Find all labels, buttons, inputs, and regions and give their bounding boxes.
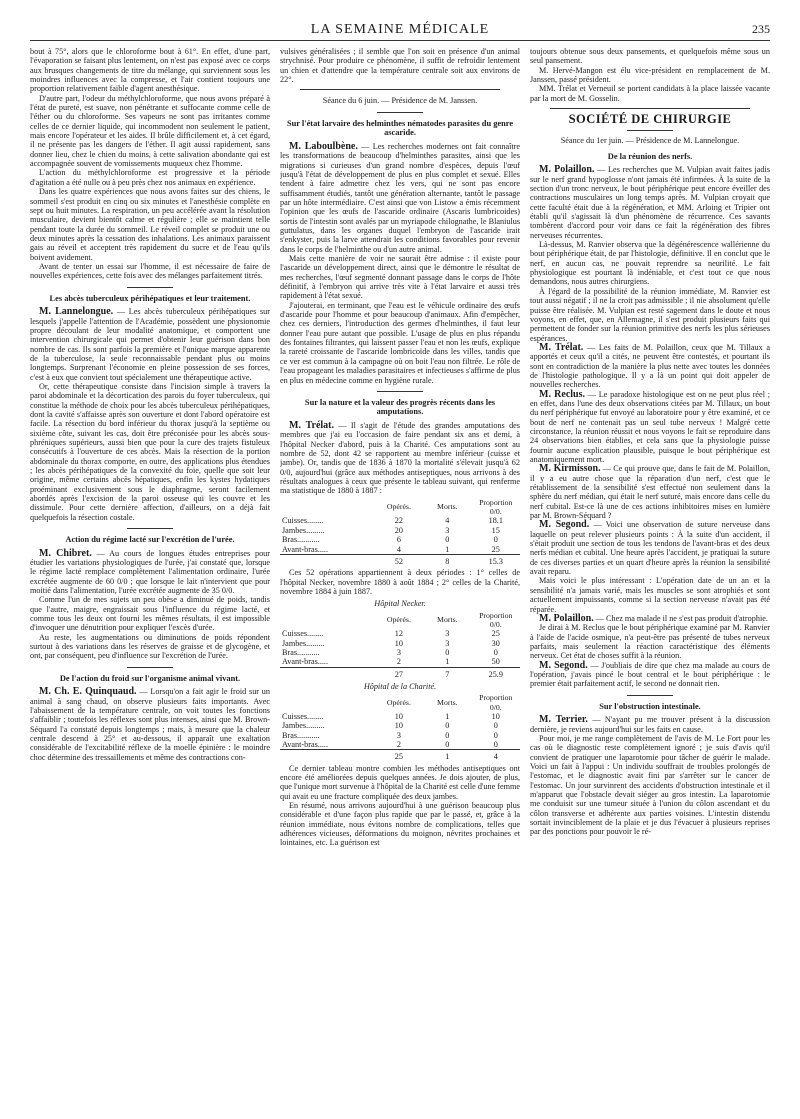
column-header: Morts.	[437, 615, 458, 625]
paragraph	[280, 142, 520, 254]
speaker-name: M. Lannelongue.	[39, 306, 114, 318]
divider	[127, 287, 173, 288]
paragraph: À l'égard de la possibilité de la réunion immédiate, M. Ranvier est tout aussi négatif ; il ne la croit pas admissible ; il nie absolument qu'elle puisse être réalisée. M. Vulpian est resté sagement dans le doute et nous voyons, en effet, que, en Allemagne, il s'est produit plusieurs faits qui permettent de fonder sur la réunion primitive des nerfs les plus sérieuses espérances.	[530, 286, 770, 343]
section-heading: De la réunion des nerfs.	[607, 151, 693, 161]
divider	[127, 667, 173, 668]
paragraph: D'autre part, l'odeur du méthylchloroforme, que nous avons préparé à l'état de pureté, est suave, non pénétrante et suffocante comme celle de l'éther ou du chloroforme. Ses vapeurs ne sont pas irritantes comme celles de ce dernier liquide, qui incommodent non seulement le patient, mais encore l'opérateur et les aides. Il brûle difficilement et, à cet égard, il ne présente pas les dangers de l'éther. Il agit aussi rapidement, sans donner lieu, chez le chien du moins, à cette salivation abondante qui est accompagnée souvent de vomissements muqueux chez l'homme.	[30, 93, 270, 169]
table-header	[280, 611, 520, 630]
divider	[377, 112, 423, 113]
paragraph-text: — J'oubliais de dire que chez ma malade au cours de l'opération, j'avais pincé le bout central et le bout périphérique : le premier était parfaitement actif, le second ne donnait rien.	[530, 660, 770, 689]
journal-title: LA SEMAINE MÉDICALE	[310, 22, 490, 37]
column-header: Morts.	[437, 697, 458, 707]
section-heading: Sur la nature et la valeur des progrès récents dans les amputations.	[304, 397, 496, 417]
table-row: Avant-bras..... 2 0 0	[282, 740, 498, 750]
paragraph	[30, 307, 270, 382]
paragraph: Dans les quatre expériences que nous avons faites sur des chiens, le sommeil s'est produit en cinq ou six minutes et l'anesthésie complète en sept ou huit minutes. La respiration, un peu accélérée avant la résolution musculaire, devient bientôt calme et régulière ; elle se maintient telle pendant toute la durée du sommeil. Le réveil complet se produit une ou deux minutes après la cessation des inhalations. Les animaux paraissent gais au réveil et acceptent très rapidement du sucre et de l'eau qu'ils boivent avidement.	[30, 187, 270, 262]
paragraph-text: — Le paradoxe histologique est on ne peut plus réel ; en effet, dans l'une des deux observations citées par M. Tillaux, un bout du nerf périphérique fut envoyé au laboratoire pour y être examiné, et ce bout de nerf ne contenait pas un seul tube nerveux ! Malgré cette circonstance, la réunion réussit et nous voyons le fait se reproduire dans 24 observations bien établies, et cela sans que la physiologie puisse fournir aucune explication plausible, puisque le bout périphérique est anatomiquement mort.	[530, 389, 770, 464]
speaker-name: M. Trélat.	[289, 420, 334, 432]
paragraph-text: — Les abcès tuberculeux périhépatiques sur lesquels j'appelle l'attention de l'Académie, possèdent une physionomie propre découlant de leur modalité anatomique, et comportent une intervention chirurgicale qui permet d'obtenir leur guérison dans bon nombre de cas. Ils sont parfois la première et l'unique marque apparente de la tuberculose, la seule reconnaissable pendant plus ou moins longtemps. Surprenant l'économie en pleine possession de ses forces, c'est à eux que convient tout spécialement une thérapeutique active.	[30, 307, 270, 382]
page-number: 235	[752, 22, 770, 36]
paragraph-text: — Lorsqu'on a fait agir le froid sur un animal à sang chaud, on observe plusieurs faits importants. Avec l'abaissement de la température centrale, on voit toutes les fonctions s'affaiblir ; toutefois les réflexes sont plus intenses, ainsi que M. Brown-Séquard l'a constaté depuis longtemps ; mais, à mesure que la chaleur centrale descend à 25° et au-dessous, il apparaît une exaltation considérable de l'excitabilité réflexe de la moelle épinière : le moindre choc détermine des tressaillements et même des contractions con-	[30, 687, 270, 762]
meeting-line: Séance du 6 juin. — Présidence de M. Janssen.	[322, 96, 478, 106]
column-header: Proportion 0/0.	[479, 610, 513, 629]
society-heading: SOCIÉTÉ DE CHIRURGIE	[568, 112, 732, 127]
speaker-name: M. Terrier.	[539, 714, 588, 726]
paragraph	[530, 464, 770, 520]
table-row: Jambes......... 10 0 0	[282, 721, 498, 731]
paragraph: Ce dernier tableau montre combien les méthodes antiseptiques ont encore été améliorées depuis quelques années. Je dois ajouter, de plus, que l'unique mort survenue à l'hôpital de la Charité est celle d'une femme qui avait eu une fracture compliquée des deux jambes.	[280, 763, 520, 801]
speaker-name: M. Ch. E. Quinquaud.	[39, 686, 137, 698]
paragraph	[30, 549, 270, 596]
paragraph: toujours obtenue sous deux pansements, et quelquefois même sous un seul pansement.	[530, 47, 770, 66]
speaker-name: M. Polaillon.	[539, 612, 594, 624]
paragraph	[530, 661, 770, 689]
table-caption: Hôpital de la Charité.	[363, 681, 437, 691]
section-heading: Sur l'état larvaire des helminthes nématodes parasites du genre ascaride.	[286, 118, 514, 138]
divider	[550, 108, 750, 109]
paragraph-text: — Voici une observation de suture nerveuse dans laquelle on peut relever plusieurs points : À la suite d'un accident, il s'était produit une section de tous les tendons de l'avant-bras et des deux nerfs médian et cubital. Une heure après l'accident, je pratiquai la suture de ces diverses parties et un quart d'heure après la réunion la sensibilité avait reparu.	[530, 520, 770, 577]
table-header	[280, 693, 520, 712]
speaker-name: M. Segond.	[539, 659, 588, 671]
paragraph: Comme l'un de mes sujets un peu obèse a diminué de poids, tandis que l'autre, maigre, engraissait sous l'influence du régime lacté, et comme tous les deux ont fourni les mêmes résultats, il est impossible d'invoquer une dénutrition pour expliquer l'excès d'urée.	[30, 595, 270, 633]
paragraph-text: — Les recherches modernes ont fait connaître les transformations de beaucoup d'helminthes parasites, ainsi que les migrations si curieuses d'un grand nombre d'espèces, depuis l'œuf jusqu'à l'état de développement de plus en plus complet et sexué. Elles tendent à faire admettre chez les vers, qui ne sont pas encore suffisamment étudiés, tantôt une génération alternante, tantôt le passage par un hôte intermédiaire. C'est ainsi que von Listow a émis récemment l'opinion que les œufs de l'ascaride ordinaire (Ascaris lumbricoides) sortis de l'intestin sont avalés par un myriapode chilognathe, le Blaniulus guttulatus, dans les organes duquel l'embryon de l'ascaride irait s'enkyster, puis la larve attendrait les conditions favorables pour revenir dans le corps de l'helminthe ou d'un autre animal.	[280, 141, 520, 254]
paragraph: Au reste, les augmentations ou diminutions de poids répondent surtout à des variations dans les réserves de graisse et de glycogène, et ont, par conséquent, peu d'influence sur l'excrétion de l'urée.	[30, 632, 270, 661]
column-header: Proportion 0/0.	[479, 693, 513, 712]
table-row: Avant-bras..... 2 1 50	[282, 657, 500, 667]
paragraph: MM. Trélat et Verneuil se portent candidats à la place laissée vacante par la mort de M. Gosselin.	[530, 84, 770, 103]
table-row: Cuisses........ 10 1 10	[282, 712, 500, 721]
section-heading: Action du régime lacté sur l'excrétion de l'urée.	[65, 535, 235, 545]
speaker-name: M. Trélat.	[539, 341, 584, 353]
paragraph: Mais voici le plus intéressant : L'opération date de un an et la sensibilité n'a jamais varié, mais les muscles se sont atrophiés et sont actuellement impuissants, comme si la section nerveuse n'avait pas été réparée.	[530, 576, 770, 614]
column-header: Proportion 0/0.	[479, 497, 513, 517]
paragraph: Avant de tenter un essai sur l'homme, il est nécessaire de faire de nouvelles expériences, cette fois avec des mélanges parfaitement titrés.	[30, 261, 270, 281]
speaker-name: M. Segond.	[539, 519, 590, 531]
table-total-row: 25 1 4	[280, 750, 520, 762]
paragraph: L'action du méthylchloroforme est progressive et la période d'agitation a été nulle ou à peu près chez nos animaux en expérience.	[30, 168, 270, 187]
table-row: Avant-bras..... 4 1 25	[282, 544, 500, 554]
column-header: Morts.	[437, 502, 458, 512]
paragraph	[530, 343, 770, 390]
paragraph	[530, 390, 770, 465]
paragraph	[30, 687, 270, 762]
paragraph: vulsives généralisées ; il semble que l'on soit en présence d'un animal strychnisé. Pour produire ce phénomène, il suffit de refroidir lentement un chien et d'attendre que la température centrale soit aux environs de 22°.	[280, 47, 520, 85]
stats-table-charite	[280, 693, 520, 761]
table-row: Jambes......... 20 3 15	[282, 525, 500, 535]
divider	[300, 89, 500, 90]
section-heading: De l'action du froid sur l'organisme animal vivant.	[59, 673, 241, 683]
table-row: Bras........... 6 0 0	[282, 535, 498, 545]
column-header: Opérés.	[386, 615, 411, 625]
column-header: Opérés.	[386, 502, 411, 512]
paragraph: J'ajouterai, en terminant, que l'eau est le véhicule ordinaire des œufs d'ascaride pour l'homme et pour beaucoup d'animaux. Afin d'empêcher, chez ces derniers, l'introduction des germes d'helminthes, il faut leur donner l'eau pure autant que possible. L'usage de plus en plus répandu des fontaines filtrantes, qui laissent passer l'eau et non les œufs, explique la rareté croissante de l'ascaride lombricoïde dans les villes, tandis que ce ver est commun à la campagne où on boit l'eau non filtrée. Le rôle de l'eau propageant les maladies parasitaires et infectieuses s'affirme de plus en plus en médecine comme en hygiène rurale.	[280, 300, 520, 385]
paragraph: Là-dessus, M. Ranvier observa que la dégénérescence wallérienne du bout périphérique était, de par l'histologie, définitive. Il en conclut que le nerf, en aucun cas, ne pouvait reprendre sa neurilité. Le fait physiologique est pourtant là indéniable, et c'est tout ce que nous demandons, nous autres chirurgiens.	[530, 240, 770, 287]
table-row: Bras........... 3 0 0	[282, 647, 498, 657]
paragraph: M. Hervé-Mangon est élu vice-président en remplacement de M. Janssen, passé président.	[530, 65, 770, 85]
text-columns	[30, 47, 770, 1107]
meeting-line: Séance du 1er juin. — Présidence de M. Lannelongue.	[560, 136, 740, 146]
paragraph: Or, cette thérapeutique consiste dans l'incision simple à travers la paroi abdominale et la décortication des parois du foyer tuberculeux, qui constitue la méthode de choix pour les abcès tuberculeux périhépatiques, dont la cavité s'affaisse après son ouverture et dont l'abord opératoire est facile. La résection du bord inférieur du thorax jusqu'à la septième ou sixième côte, suivant les cas, doit être préconisée pour les abcès sous-phréniques supérieurs, aussi bien que pour la cure des trajets fistuleux consécutifs à l'ouverture de ces abcès. Mais la résection de la portion abdominale du thorax comporte, en outre, des applications plus étendues ; les abcès périhépatiques de la convexité du foie, quelle que soit leur origine, même certains abcès hépatiques, enfin les kystes hydatiques proéminant exclusivement sous le diaphragme, seront facilement abordés après l'excision de la paroi osseuse qui les couvre et les dissimule. Pour cette dernière affection, d'ailleurs, on a déjà fait quelquefois la résection costale.	[30, 381, 270, 522]
speaker-name: M. Kirmisson.	[539, 463, 601, 475]
paragraph	[280, 421, 520, 496]
divider	[377, 391, 423, 392]
running-header	[30, 22, 770, 41]
stats-table-total	[280, 498, 520, 566]
paragraph-text: — Au cours de longues études entreprises pour étudier les variations physiologiques de l'urée, j'ai constaté que, lorsque le régime lacté remplace complètement l'alimentation ordinaire, l'urée excrétée augmente de 60 0/0 ; que lorsque le lait n'intervient que pour moitié dans l'alimentation, l'urée excrétée augmente de 35 0/0.	[30, 548, 270, 596]
paragraph-text: — Les recherches que M. Vulpian avait faites jadis sur le nerf grand hypoglosse n'ont jamais été infirmées. À la suite de la section d'un tronc nerveux, le bout périphérique peut encore éveiller des contractions musculaires un long temps après. M. Vulpian croyait que cette faculté était due à la régénération, et MM. Arloing et Tripier ont établi qu'il s'agissait là d'un phénomène de récurrence. Ces savants tombèrent d'accord pour voir dans ce fait la régénération des fibres nerveuses récurrentes.	[530, 165, 770, 240]
table-header	[280, 498, 520, 517]
divider	[627, 695, 673, 696]
column-1	[30, 47, 270, 1107]
paragraph: bout à 75°, alors que le chloroforme bout à 61°. En effet, d'une part, l'évaporation se faisant plus lentement, on n'est pas exposé avec ce corps aux brusques changements de titre du mélange, qui surviennent sous les moindres influences avec la compresse, et l'air contient toujours une proportion relativement faible d'agent anesthésique.	[30, 47, 270, 94]
table-row: Cuisses........ 22 4 18.1	[282, 516, 503, 526]
paragraph	[530, 715, 770, 734]
stats-table-necker	[280, 611, 520, 679]
divider	[627, 130, 673, 131]
paragraph-text: — Les faits de M. Polaillon, ceux que M. Tillaux a apportés et ceux qu'il a cités, ne peuvent être contestés, et pourtant ils sont en contradiction de la manière la plus nette avec toutes les données de l'histologie pathologique. Il y a là un point qui doit appeler de nouvelles recherches.	[530, 342, 770, 390]
table-row: Cuisses........ 12 3 25	[282, 629, 500, 639]
column-2	[280, 47, 520, 1107]
speaker-name: M. Polaillon.	[539, 164, 595, 176]
paragraph-text: — N'ayant pu me trouver présent à la discussion dernière, je reviens aujourd'hui sur les faits en cause.	[530, 715, 770, 734]
table-total-row: 27 7 25.9	[280, 667, 520, 679]
section-heading: Les abcès tuberculeux périhépatiques et leur traitement.	[49, 293, 251, 303]
column-3	[530, 47, 770, 1107]
speaker-name: M. Laboulbène.	[289, 140, 358, 152]
paragraph	[530, 165, 770, 240]
paragraph-text: — Ce qui prouve que, dans le fait de M. Polaillon, il y a eu autre chose que la réparation d'un nerf, c'est que le rétablissement de la sensibilité s'est effectué non seulement dans la sphère du nerf médian, qui était le nerf suturé, mais encore dans celle du nerf cubital. Est-ce là une de ces actions inhibitoires mises en lumière par M. Brown-Séquard ?	[530, 464, 770, 521]
paragraph: Je dirai à M. Reclus que le bout périphérique examiné par M. Ranvier à l'aide de l'acide osmique, n'a peut-être pas présenté de tubes nerveux parfaits, mais seulement la réaction caractéristique des éléments nerveux. Cet état de choses suffit à la réunion.	[530, 623, 770, 661]
column-header: Opérés.	[386, 697, 411, 707]
speaker-name: M. Chibret.	[39, 547, 92, 559]
paragraph	[530, 614, 770, 623]
table-row: Bras........... 3 0 0	[282, 730, 498, 740]
table-row: Jambes......... 10 3 30	[282, 638, 500, 648]
speaker-name: M. Reclus.	[539, 388, 585, 400]
paragraph: En résumé, nous arrivons aujourd'hui à une guérison beaucoup plus considérable et d'une façon plus rapide que par le passé, et, grâce à la réunion immédiate, nous évitons nombre de complications, telles que adhérences vicieuses, déformations du moignon, névrites prochaines et lointaines, etc. La guérison est	[280, 801, 520, 848]
section-heading: Sur l'obstruction intestinale.	[599, 701, 701, 711]
paragraph: Mais cette manière de voir ne saurait être admise : il existe pour l'ascaride un développement direct, ainsi que le démontre le résultat de mes recherches, l'œuf segmenté donnant passage dans le corps de l'hôte définitif, à l'embryon qui arrive très vite à l'état larvaire et aussi très rapidement à l'état sexué.	[280, 254, 520, 301]
divider	[127, 528, 173, 529]
paragraph	[530, 520, 770, 576]
paragraph-text: — Il s'agit de l'étude des grandes amputations des membres que j'ai eu l'occasion de faire pendant six ans et demi, à l'hôpital Necker d'abord, puis à la Charité. Ces amputations sont au nombre de 52, dont 42 se rapportent au membre inférieur (cuisse et jambe). Or, tandis que de 1836 à 1870 la mortalité s'élevait jusqu'à 62 0/0, aujourd'hui (grâce aux méthodes antiseptiques, nous arrivons à des résultats analogues à ceux que présente le tableau suivant, qui renferme ma statistique de 1880 à 1887 :	[280, 421, 520, 496]
paragraph: Pour moi, je me range complètement de l'avis de M. Le Fort pour les cas où le diagnostic reste complètement ignoré ; je suis d'avis qu'il convient de pratiquer une laparotomie pour tâcher de guérir le malade. Voici un fait à l'appui : Un individu souffrait de troubles prolongés de l'estomac, et le diagnostic avait fini par s'arrêter sur le cancer de l'estomac. Un jour survinrent des accidents d'obstruction intestinale et il m'apparut que l'obstacle devait siéger au gros intestin. La laparotomie me conduisit sur une tumeur située à l'union du côlon ascendant et du côlon transverse et adhérente aux parties voisines. L'intestin distendu sortait invinciblement de la plaie et je dus l'évacuer à plusieurs reprises par des ponctions pour pouvoir le ré-	[530, 733, 770, 837]
table-caption: Hôpital Necker.	[374, 599, 426, 609]
paragraph-text: — Chez ma malade il ne s'est pas produit d'atrophie.	[593, 613, 768, 623]
table-total-row: 52 8 15.3	[280, 554, 520, 566]
paragraph: Ces 52 opérations appartiennent à deux périodes : 1° celles de l'hôpital Necker, novembre 1880 à août 1884 ; 2° celles de la Charité, novembre 1884 à juin 1887.	[280, 568, 520, 596]
